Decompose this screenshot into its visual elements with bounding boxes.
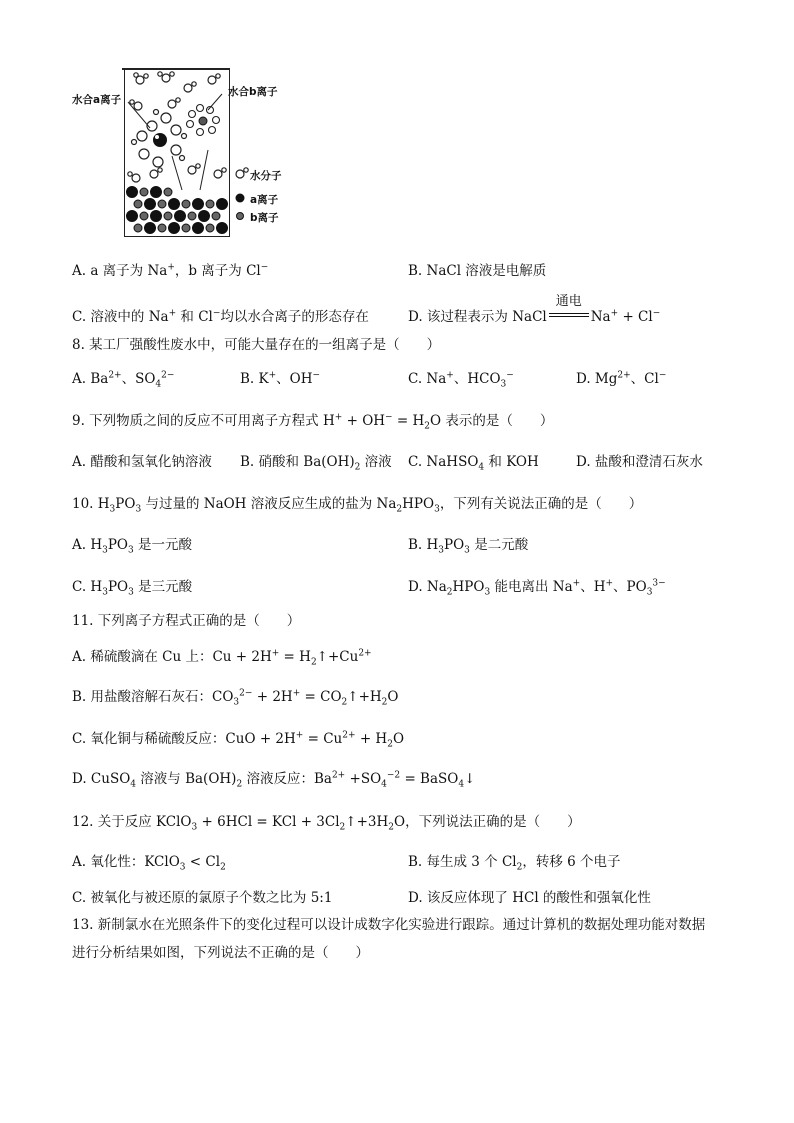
q9-option-c: C. NaHSO$_4$ 和 KOH: [408, 454, 539, 473]
legend-water: 水分子: [250, 170, 282, 182]
q8-option-a: A. $Ba^{2+}$、$SO_4^{2-}$: [72, 370, 175, 390]
q9-option-d: D. 盐酸和澄清石灰水: [576, 454, 703, 470]
q11-stem: 11. 下列离子方程式正确的是（ ）: [72, 613, 301, 629]
q12-option-d: D. 该反应体现了 HCl 的酸性和强氧化性: [408, 890, 651, 906]
label-hydrated-b: 水合b离子: [228, 86, 278, 98]
q13-stem-line1: 13. 新制氯水在光照条件下的变化过程可以设计成数字化实验进行跟踪。通过计算机的数据处理功能对数据: [72, 917, 706, 933]
q7-option-c: C. 溶液中的 Na+ 和 Cl−均以水合离子的形态存在: [72, 308, 369, 325]
q12-option-c: C. 被氧化与被还原的氯原子个数之比为 5:1: [72, 890, 333, 906]
q8-stem: 8. 某工厂强酸性废水中，可能大量存在的一组离子是（ ）: [72, 337, 441, 353]
q8-option-c: C. Na+、$HCO_3^-$: [408, 370, 514, 390]
legend-a-ion: a离子: [250, 194, 279, 206]
q9-option-b: B. 硝酸和 $Ba(OH)_2$ 溶液: [240, 454, 392, 473]
q11-option-d: D. CuSO$_4$ 溶液与 $Ba(OH)_2$ 溶液反应：$Ba^{2+} +SO_4^{-2}$ = BaSO$_4$↓: [72, 770, 476, 790]
q10-option-b: B. $H_3PO_3$ 是二元酸: [408, 537, 529, 556]
electrolysis-sign: 通电: [547, 309, 591, 323]
q9-option-a: A. 醋酸和氢氧化钠溶液: [72, 454, 212, 470]
label-hydrated-a: 水合a离子: [72, 94, 122, 106]
q12-stem: 12. 关于反应 KClO$_3$ + 6HCl = KCl + $3Cl_2↑+3H_2O$，下列说法正确的是（ ）: [72, 814, 581, 833]
q10-option-c: C. $H_3PO_3$ 是三元酸: [72, 579, 193, 598]
q9-stem: 9. 下列物质之间的反应不可用离子方程式 $H^+ + OH^- = H_2O$ 表示的是（ ）: [72, 412, 554, 432]
legend-b-ion: b离子: [250, 212, 279, 224]
q7-option-d: D. 该过程表示为 NaCl 通电 Na+ + Cl−: [408, 294, 661, 325]
q11-option-a: A. 稀硫酸滴在 Cu 上：$Cu + 2H^+ = H_2↑+Cu^{2+}$: [72, 648, 372, 668]
q7-option-a: A. a 离子为 Na+，b 离子为 Cl−: [72, 262, 269, 279]
q8-option-d: D. $Mg^{2+}$、Cl−: [576, 370, 667, 387]
q12-option-a: A. 氧化性：KClO$_3$ < $Cl_2$: [72, 854, 226, 873]
q7-option-b: B. NaCl 溶液是电解质: [408, 263, 547, 279]
q13-stem-line2: 进行分析结果如图，下列说法不正确的是（ ）: [72, 945, 369, 961]
q12-option-b: B. 每生成 3 个 $Cl_2$，转移 6 个电子: [408, 854, 621, 873]
q10-stem: 10. $H_3PO_3$ 与过量的 NaOH 溶液反应生成的盐为 $Na_2HPO_3$，下列有关说法正确的是（ ）: [72, 496, 643, 515]
q10-option-d: D. $Na_2HPO_3$ 能电离出 Na+、H+、$PO_3^{3-}$: [408, 578, 666, 598]
hydrated-ions-figure: [72, 66, 292, 242]
q11-option-c: C. 氧化铜与稀硫酸反应：CuO + $2H^+ = Cu^{2+} + H_2O$: [72, 730, 405, 750]
q11-option-b: B. 用盐酸溶解石灰石：$CO_3^{2-} + 2H^+$ = $CO_2↑+H_2O$: [72, 688, 399, 708]
q8-option-b: B. K+、OH−: [240, 370, 321, 387]
q10-option-a: A. $H_3PO_3$ 是一元酸: [72, 537, 193, 556]
